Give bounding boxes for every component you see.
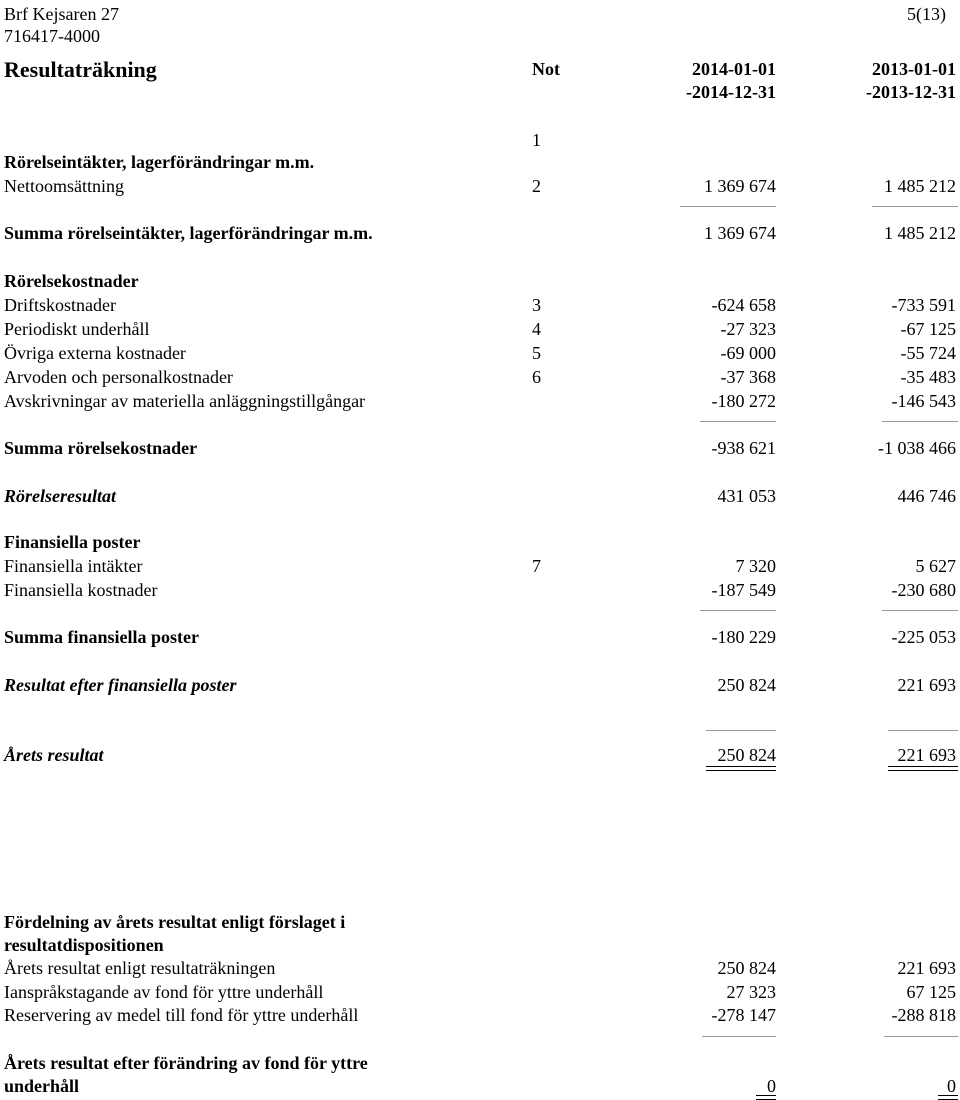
- row-label: Finansiella intäkter: [4, 556, 143, 576]
- row-value-2014: -180 229: [711, 627, 776, 647]
- row-value-2014: 250 824: [717, 745, 776, 765]
- final-label-line1: Årets resultat efter förändring av fond för yttre: [4, 1053, 368, 1073]
- row-value-2013: -67 125: [900, 319, 956, 339]
- row-label: Finansiella kostnader: [4, 580, 158, 600]
- row-value-2014: 0: [767, 1076, 776, 1096]
- period-1-start: 2014-01-01: [692, 59, 776, 79]
- total-double-rule: [706, 766, 776, 771]
- org-name: Brf Kejsaren 27: [4, 4, 119, 24]
- row-value-2013: -288 818: [891, 1005, 956, 1025]
- appropriation-heading-line1: Fördelning av årets resultat enligt förslaget i: [4, 912, 346, 932]
- income-heading: Rörelseintäkter, lagerförändringar m.m.: [4, 152, 315, 172]
- row-value-2014: -624 658: [711, 295, 776, 315]
- period-1-end: -2014-12-31: [686, 82, 776, 102]
- final-label-line2: underhåll: [4, 1076, 80, 1096]
- row-value-2014: -69 000: [720, 343, 776, 363]
- row-value-2014: -37 368: [720, 367, 776, 387]
- row-label: Summa rörelsekostnader: [4, 438, 198, 458]
- row-value-2014: -187 549: [711, 580, 776, 600]
- subtotal-rule: [888, 730, 958, 731]
- row-note: 5: [532, 343, 541, 363]
- row-value-2013: -225 053: [891, 627, 956, 647]
- total-double-rule: [888, 766, 958, 771]
- row-value-2014: 431 053: [717, 486, 776, 506]
- subtotal-rule: [700, 421, 776, 422]
- subtotal-rule: [884, 1036, 958, 1037]
- row-label: Resultat efter finansiella poster: [4, 675, 237, 695]
- row-value-2014: 7 320: [735, 556, 776, 576]
- period-2-end: -2013-12-31: [866, 82, 956, 102]
- subtotal-rule: [680, 206, 776, 207]
- row-value-2014: 1 369 674: [704, 223, 776, 243]
- row-value-2014: -27 323: [720, 319, 776, 339]
- page-number: 5(13): [907, 4, 946, 24]
- row-value-2013: 221 693: [897, 745, 956, 765]
- org-number: 716417-4000: [4, 26, 100, 46]
- row-value-2013: -146 543: [891, 391, 956, 411]
- total-double-rule: [938, 1095, 958, 1100]
- row-value-2013: 5 627: [915, 556, 956, 576]
- total-double-rule: [756, 1095, 776, 1100]
- row-value-2013: 1 485 212: [884, 176, 956, 196]
- subtotal-rule: [872, 206, 958, 207]
- row-label: Avskrivningar av materiella anläggningstillgångar: [4, 391, 366, 411]
- subtotal-rule: [700, 610, 776, 611]
- row-value-2014: -278 147: [711, 1005, 776, 1025]
- row-value-2014: -180 272: [711, 391, 776, 411]
- row-note: 4: [532, 319, 541, 339]
- row-value-2013: 0: [947, 1076, 956, 1096]
- row-label: Årets resultat enligt resultaträkningen: [4, 958, 276, 978]
- row-note: 7: [532, 556, 541, 576]
- row-label: Ianspråkstagande av fond för yttre underhåll: [4, 982, 324, 1002]
- row-value-2014: 250 824: [717, 675, 776, 695]
- row-label: Övriga externa kostnader: [4, 343, 186, 363]
- row-label: Periodiskt underhåll: [4, 319, 150, 339]
- subtotal-rule: [882, 610, 958, 611]
- costs-heading: Rörelsekostnader: [4, 271, 139, 291]
- row-label: Summa finansiella poster: [4, 627, 200, 647]
- note-column-header: Not: [532, 59, 560, 79]
- row-value-2013: 67 125: [906, 982, 956, 1002]
- row-note: 6: [532, 367, 541, 387]
- row-value-2014: 250 824: [717, 958, 776, 978]
- period-2-start: 2013-01-01: [872, 59, 956, 79]
- financial-heading: Finansiella poster: [4, 532, 141, 552]
- page-title: Resultaträkning: [4, 57, 157, 82]
- row-value-2014: -938 621: [711, 438, 776, 458]
- row-value-2013: -733 591: [891, 295, 956, 315]
- row-value-2013: 221 693: [897, 675, 956, 695]
- row-value-2014: 27 323: [726, 982, 776, 1002]
- subtotal-rule: [882, 421, 958, 422]
- row-value-2013: -230 680: [891, 580, 956, 600]
- row-label: Driftskostnader: [4, 295, 116, 315]
- row-value-2013: -35 483: [900, 367, 956, 387]
- row-value-2013: 446 746: [897, 486, 956, 506]
- row-value-2013: -1 038 466: [878, 438, 956, 458]
- row-value-2013: 1 485 212: [884, 223, 956, 243]
- row-label: Reservering av medel till fond för yttre underhåll: [4, 1005, 359, 1025]
- row-label: Årets resultat: [4, 745, 104, 765]
- row-value-2013: -55 724: [900, 343, 956, 363]
- row-note: 2: [532, 176, 541, 196]
- row-label: Rörelseresultat: [4, 486, 117, 506]
- row-note: 3: [532, 295, 541, 315]
- row-label: Arvoden och personalkostnader: [4, 367, 233, 387]
- subtotal-rule: [706, 730, 776, 731]
- row-label: Summa rörelseintäkter, lagerförändringar m.m.: [4, 223, 373, 243]
- subtotal-rule: [702, 1036, 776, 1037]
- row-label: Nettoomsättning: [4, 176, 124, 196]
- note-reference: 1: [532, 130, 541, 150]
- row-value-2013: 221 693: [897, 958, 956, 978]
- row-value-2014: 1 369 674: [704, 176, 776, 196]
- appropriation-heading-line2: resultatdispositionen: [4, 935, 164, 955]
